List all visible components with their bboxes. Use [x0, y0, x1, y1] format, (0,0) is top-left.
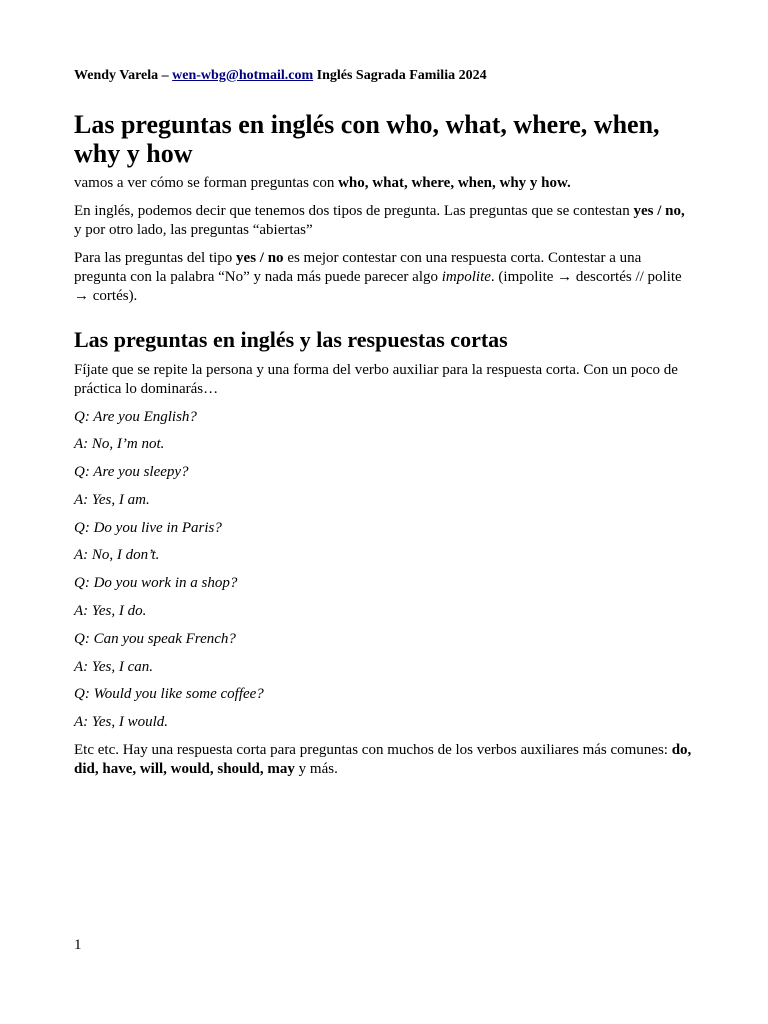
para2-bold: yes / no, [633, 203, 685, 219]
qa-line: A: No, I’m not. [74, 436, 165, 452]
closing-bold: do, did, have, will, would, should, may [74, 742, 692, 777]
para2-text-1: En inglés, podemos decir que tenemos dos tipos de pregunta. Las preguntas que se contestan [74, 203, 634, 219]
section-heading: Las preguntas en inglés y las respuestas cortas [74, 327, 508, 352]
para3-text-2: es mejor contestar con una respuesta corta. Contestar a una pregunta con la palabra “No” y nada más puede parecer algo [74, 250, 642, 285]
para3-text-3: . (impolite → descortés // polite → cortés). [74, 269, 682, 304]
para3-italic: impolite [441, 269, 491, 285]
header-author: Wendy Varela – [74, 68, 173, 83]
qa-line: Q: Are you sleepy? [74, 464, 189, 480]
section-intro: Fíjate que se repite la persona y una forma del verbo auxiliar para la respuesta corta. Con un poco de práctica lo dominarás… [74, 362, 678, 397]
closing-paragraph [74, 741, 694, 779]
qa-line: A: Yes, I can. [74, 659, 154, 675]
qa-line: A: Yes, I do. [74, 603, 147, 619]
document-header [74, 68, 487, 84]
qa-line: Q: Would you like some coffee? [74, 686, 264, 702]
qa-line: A: Yes, I would. [74, 714, 169, 730]
short-answer-paragraph [74, 249, 694, 306]
intro-text: vamos a ver cómo se forman preguntas con [74, 175, 339, 191]
qa-line: Q: Do you live in Paris? [74, 520, 222, 536]
qa-line: A: Yes, I am. [74, 492, 150, 508]
email-link[interactable]: wen-wbg@hotmail.com [172, 68, 314, 83]
question-types-paragraph [74, 202, 694, 240]
para3-text-1: Para las preguntas del tipo [74, 250, 237, 266]
qa-line: Q: Do you work in a shop? [74, 575, 238, 591]
intro-paragraph [74, 174, 694, 193]
header-course: Inglés Sagrada Familia 2024 [313, 68, 487, 83]
qa-line: A: No, I don’t. [74, 547, 160, 563]
closing-text-1: Etc etc. Hay una respuesta corta para preguntas con muchos de los verbos auxiliares más comunes: [74, 742, 672, 758]
closing-text-2: y más. [294, 761, 338, 777]
page-title: Las preguntas en inglés con who, what, where, when, why y how [74, 110, 660, 168]
qa-line: Q: Are you English? [74, 409, 197, 425]
qa-line: Q: Can you speak French? [74, 631, 236, 647]
para3-bold: yes / no [236, 250, 284, 266]
intro-bold: who, what, where, when, why y how. [338, 175, 571, 191]
page-number: 1 [74, 937, 82, 953]
para2-text-2: y por otro lado, las preguntas “abiertas” [74, 222, 313, 238]
